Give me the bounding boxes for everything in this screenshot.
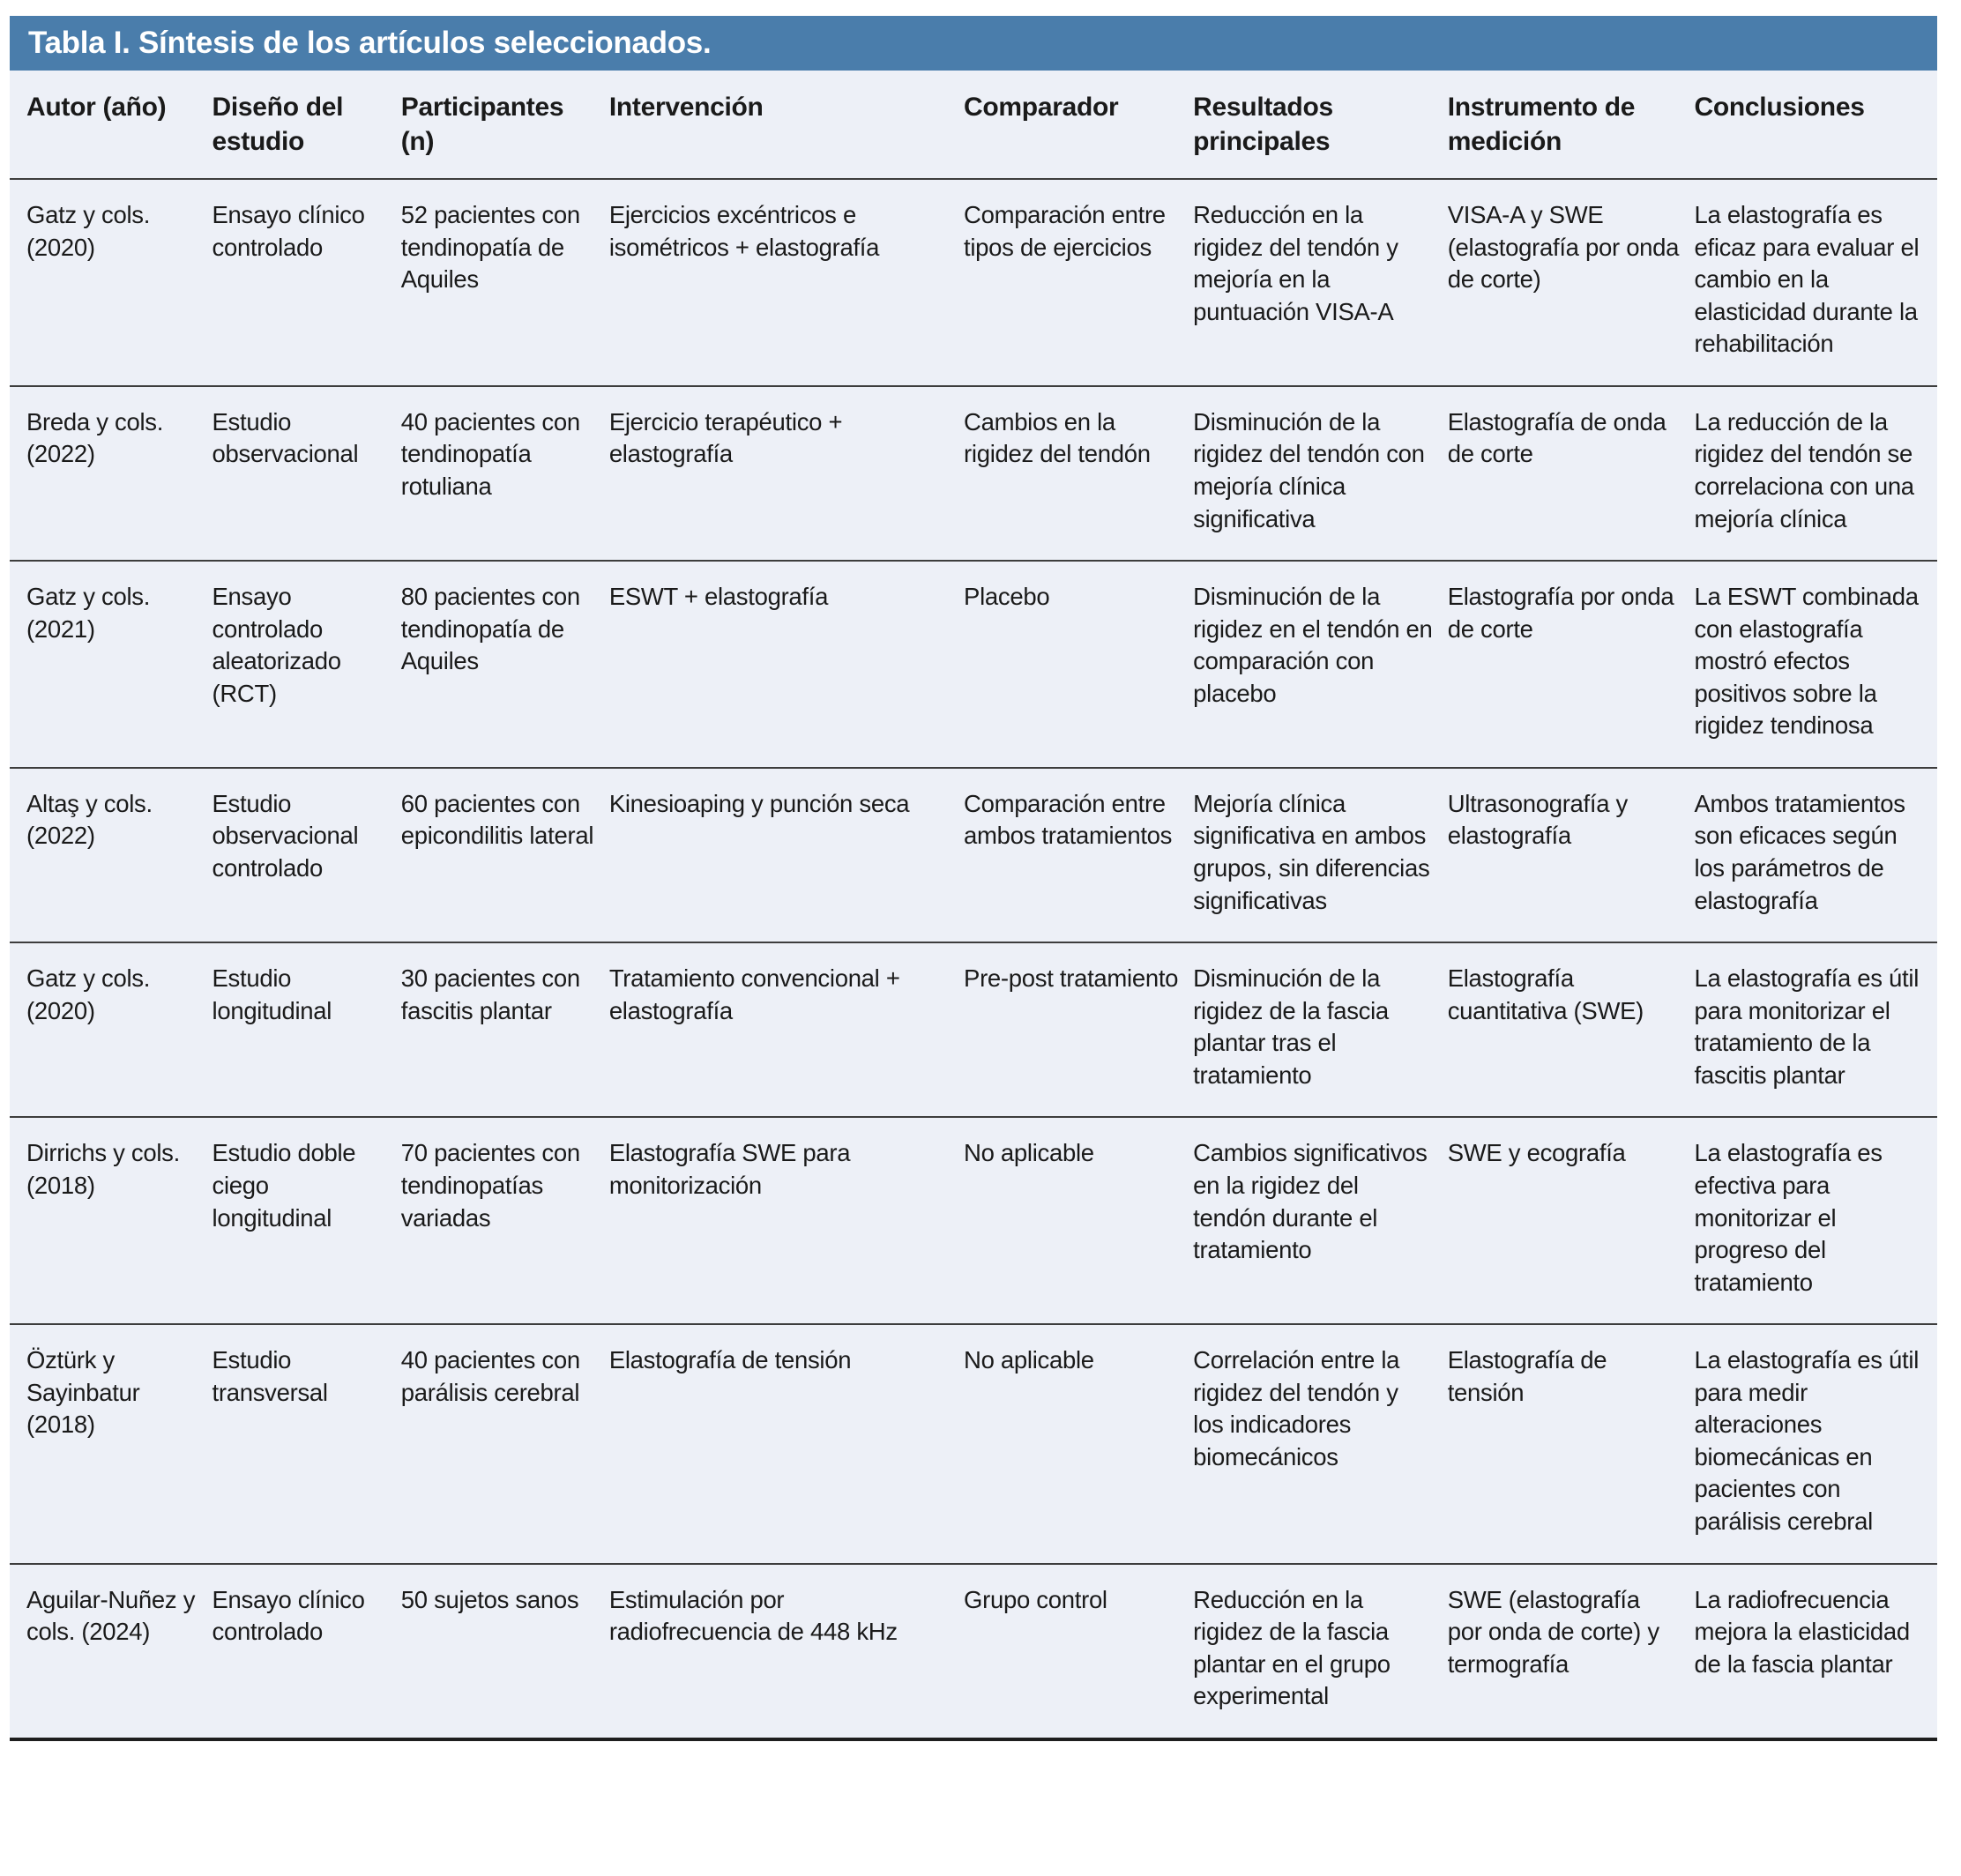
column-header: Participantes (n) <box>401 71 609 179</box>
table-cell: 60 pacientes con epicondilitis lateral <box>401 768 609 942</box>
table-cell: Ejercicio terapéutico + elastografía <box>609 386 964 561</box>
table-cell: Comparación entre tipos de ejercicios <box>964 179 1193 386</box>
table-body <box>10 179 1937 1739</box>
table-cell: Mejoría clínica significativa en ambos grupos, sin diferencias significativas <box>1193 768 1448 942</box>
table-cell: La radiofrecuencia mejora la elasticidad de la fascia plantar <box>1695 1564 1938 1739</box>
table-cell: 40 pacientes con parálisis cerebral <box>401 1324 609 1563</box>
table-cell: La elastografía es efectiva para monitorizar el progreso del tratamiento <box>1695 1117 1938 1324</box>
table-cell: Pre-post tratamiento <box>964 942 1193 1117</box>
table-cell: Disminución de la rigidez del tendón con mejoría clínica significativa <box>1193 386 1448 561</box>
table-cell: Estudio doble ciego longitudinal <box>213 1117 401 1324</box>
table-cell: Elastografía por onda de corte <box>1448 561 1695 768</box>
table-cell: Elastografía de onda de corte <box>1448 386 1695 561</box>
table-cell: Disminución de la rigidez de la fascia plantar tras el tratamiento <box>1193 942 1448 1117</box>
table-cell: La reducción de la rigidez del tendón se correlaciona con una mejoría clínica <box>1695 386 1938 561</box>
table-cell: La elastografía es eficaz para evaluar el cambio en la elasticidad durante la rehabilitación <box>1695 179 1938 386</box>
table-cell: Ejercicios excéntricos e isométricos + elastografía <box>609 179 964 386</box>
table-cell: Ambos tratamientos son eficaces según los parámetros de elastografía <box>1695 768 1938 942</box>
table-cell: Öztürk y Sayinbatur (2018) <box>10 1324 213 1563</box>
table-cell: La ESWT combinada con elastografía mostró efectos positivos sobre la rigidez tendinosa <box>1695 561 1938 768</box>
table-row <box>10 1564 1937 1739</box>
table-cell: Breda y cols. (2022) <box>10 386 213 561</box>
table-cell: Grupo control <box>964 1564 1193 1739</box>
table-cell: SWE (elastografía por onda de corte) y termografía <box>1448 1564 1695 1739</box>
header-row <box>10 71 1937 179</box>
table-cell: SWE y ecografía <box>1448 1117 1695 1324</box>
table-cell: 40 pacientes con tendinopatía rotuliana <box>401 386 609 561</box>
column-header: Resultados principales <box>1193 71 1448 179</box>
table-cell: Kinesioaping y punción seca <box>609 768 964 942</box>
table-cell: Placebo <box>964 561 1193 768</box>
table-cell: 80 pacientes con tendinopatía de Aquiles <box>401 561 609 768</box>
table-cell: Disminución de la rigidez en el tendón en comparación con placebo <box>1193 561 1448 768</box>
table-cell: 52 pacientes con tendinopatía de Aquiles <box>401 179 609 386</box>
table-row <box>10 1324 1937 1563</box>
table-cell: 30 pacientes con fascitis plantar <box>401 942 609 1117</box>
table-row <box>10 942 1937 1117</box>
table-cell: Elastografía de tensión <box>609 1324 964 1563</box>
summary-table <box>10 71 1937 1741</box>
table-cell: Cambios en la rigidez del tendón <box>964 386 1193 561</box>
column-header: Instrumento de medición <box>1448 71 1695 179</box>
table-cell: Estudio transversal <box>213 1324 401 1563</box>
table-cell: ESWT + elastografía <box>609 561 964 768</box>
table-row <box>10 1117 1937 1324</box>
table-cell: Gatz y cols. (2021) <box>10 561 213 768</box>
table-cell: Correlación entre la rigidez del tendón y los indicadores biomecánicos <box>1193 1324 1448 1563</box>
table-cell: Estudio observacional controlado <box>213 768 401 942</box>
table-cell: 70 pacientes con tendinopatías variadas <box>401 1117 609 1324</box>
table-row <box>10 561 1937 768</box>
table-cell: La elastografía es útil para monitorizar el tratamiento de la fascitis plantar <box>1695 942 1938 1117</box>
table-header <box>10 71 1937 179</box>
table-cell: Ensayo clínico controlado <box>213 1564 401 1739</box>
table-cell: Cambios significativos en la rigidez del tendón durante el tratamiento <box>1193 1117 1448 1324</box>
table-cell: Elastografía SWE para monitorización <box>609 1117 964 1324</box>
table-title-bar <box>10 16 1937 71</box>
table-cell: Elastografía de tensión <box>1448 1324 1695 1563</box>
table-cell: VISA-A y SWE (elastografía por onda de corte) <box>1448 179 1695 386</box>
table-row <box>10 386 1937 561</box>
table-row <box>10 768 1937 942</box>
table-cell: Ultrasonografía y elastografía <box>1448 768 1695 942</box>
table-cell: No aplicable <box>964 1117 1193 1324</box>
table-cell: Reducción en la rigidez de la fascia plantar en el grupo experimental <box>1193 1564 1448 1739</box>
column-header: Diseño del estudio <box>213 71 401 179</box>
column-header: Comparador <box>964 71 1193 179</box>
table-cell: La elastografía es útil para medir alteraciones biomecánicas en pacientes con parálisis cerebral <box>1695 1324 1938 1563</box>
table-title: Tabla I. Síntesis de los artículos seleccionados. <box>28 26 712 60</box>
table-cell: Estimulación por radiofrecuencia de 448 kHz <box>609 1564 964 1739</box>
table-cell: Ensayo clínico controlado <box>213 179 401 386</box>
table-cell: Estudio longitudinal <box>213 942 401 1117</box>
table-cell: 50 sujetos sanos <box>401 1564 609 1739</box>
table-cell: Tratamiento convencional + elastografía <box>609 942 964 1117</box>
table-cell: Ensayo controlado aleatorizado (RCT) <box>213 561 401 768</box>
table-cell: No aplicable <box>964 1324 1193 1563</box>
column-header: Intervención <box>609 71 964 179</box>
table-cell: Altaş y cols. (2022) <box>10 768 213 942</box>
articles-summary-table <box>10 16 1937 1741</box>
column-header: Autor (año) <box>10 71 213 179</box>
table-cell: Dirrichs y cols. (2018) <box>10 1117 213 1324</box>
table-cell: Estudio observacional <box>213 386 401 561</box>
table-row <box>10 179 1937 386</box>
table-cell: Gatz y cols. (2020) <box>10 942 213 1117</box>
table-cell: Gatz y cols. (2020) <box>10 179 213 386</box>
column-header: Conclusiones <box>1695 71 1938 179</box>
table-cell: Reducción en la rigidez del tendón y mejoría en la puntuación VISA-A <box>1193 179 1448 386</box>
table-cell: Elastografía cuantitativa (SWE) <box>1448 942 1695 1117</box>
table-cell: Aguilar-Nuñez y cols. (2024) <box>10 1564 213 1739</box>
table-cell: Comparación entre ambos tratamientos <box>964 768 1193 942</box>
